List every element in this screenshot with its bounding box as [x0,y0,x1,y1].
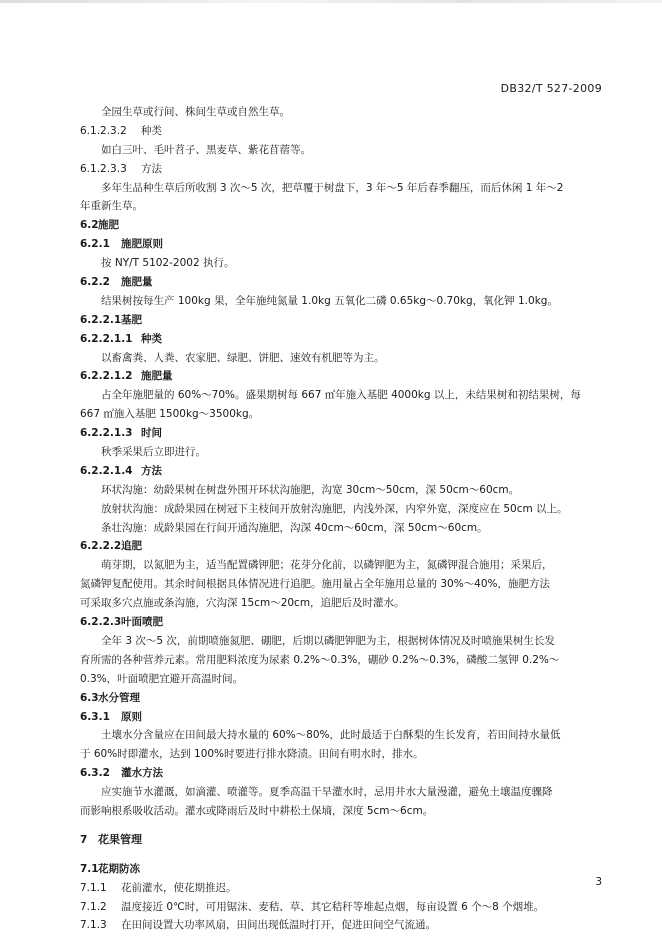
section-heading [0,216,662,235]
paragraph-line [0,594,662,613]
heading-number: 7.1 [80,862,99,875]
spacer [0,821,662,831]
paragraph-line [0,670,662,689]
section-heading [0,689,662,708]
heading-title: 在田间设置大功率风扇，田间出现低温时打开，促进田间空气流通。 [121,919,436,932]
section-heading [0,764,662,783]
heading-number: 6.2.2.1.3 [80,427,133,440]
page-number: 3 [595,876,602,888]
paragraph-text: 如白三叶、毛叶苕子、黑麦草、紫花苜蓿等。 [101,143,311,156]
heading-number: 6.3.2 [80,767,110,780]
section-heading [0,860,662,879]
paragraph-line [0,197,662,216]
paragraph-line [0,519,662,538]
heading-title: 种类 [141,124,162,137]
paragraph-line [0,292,662,311]
scan-edge [0,0,662,3]
paragraph-text: 而影响根系吸收活动。灌水或降雨后及时中耕松土保墒，深度 5cm～6cm。 [80,804,434,817]
chapter-heading [0,831,662,850]
paragraph-text: 应实施节水灌溉，如滴灌、喷灌等。夏季高温干旱灌水时，忌用井水大量漫灌，避免土壤温度骤降 [101,786,553,799]
section-heading [0,273,662,292]
chapter-title: 花果管理 [98,832,142,846]
heading-title: 施肥量 [121,276,153,289]
section-heading [0,613,662,632]
paragraph-line [0,745,662,764]
heading-number: 6.3 [80,691,99,704]
document-code: DB32/T 527-2009 [500,82,602,95]
paragraph-text: 按 NY/T 5102-2002 执行。 [101,257,235,270]
heading-title: 方法 [141,162,162,175]
paragraph-text: 全园生草或行间、株间生草或自然生草。 [101,106,290,118]
section-heading [0,424,662,443]
section-heading [0,879,662,898]
heading-title: 方法 [141,464,162,477]
paragraph-text: 萌芽期，以氮肥为主，适当配置磷钾肥；花芽分化前，以磷钾肥为主，氮磷钾混合施用；采果后， [101,559,553,572]
paragraph-text: 于 60%时即灌水，达到 100%时要进行排水降渍。田间有明水时，排水。 [80,748,424,761]
section-heading [0,708,662,727]
heading-title: 灌水方法 [121,767,163,780]
chapter-number: 7 [80,833,88,846]
paragraph-line [0,179,662,198]
paragraph-line [0,481,662,500]
heading-number: 7.1.2 [80,900,107,913]
heading-number: 6.2 [80,219,99,232]
paragraph-text: 秋季采果后立即进行。 [101,446,206,459]
paragraph-text: 全年 3 次～5 次，前期喷施氮肥、硼肥，后期以磷肥钾肥为主，根据树体情况及时喷施果树生长发 [101,634,555,647]
paragraph-line [0,405,662,424]
paragraph-text: 年重新生草。 [80,200,143,213]
heading-number: 6.2.1 [80,238,110,251]
heading-number: 6.3.1 [80,710,110,723]
section-heading [0,311,662,330]
heading-number: 7.1.1 [80,881,107,894]
paragraph-text: 0.3%，叶面喷肥宜避开高温时间。 [80,672,244,685]
heading-title: 温度接近 0℃时，可用锯沫、麦秸、草、其它秸秆等堆起点烟，每亩设置 6 个～8 个烟堆。 [121,900,545,913]
heading-title: 花前灌水，使花期推迟。 [121,881,237,894]
heading-title: 施肥 [98,219,119,232]
heading-number: 6.2.2.1.4 [80,464,133,477]
paragraph-text: 多年生品种生草后所收割 3 次～5 次，把草覆于树盘下，3 年～5 年后春季翻压，而后休闲 1 年～2 [101,181,564,194]
paragraph-line [0,443,662,462]
heading-number: 6.2.2.3 [80,616,122,629]
paragraph-text: 氮磷钾复配使用。其余时间根据具体情况进行追肥。施用量占全年施用总量的 30%～40%，施肥方法 [80,578,551,591]
heading-number: 6.2.2.1 [80,313,122,326]
paragraph-line [0,386,662,405]
heading-title: 施肥原则 [121,238,163,251]
heading-number: 6.2.2.2 [80,540,122,553]
document-body [0,103,662,935]
heading-title: 追肥 [121,540,142,553]
paragraph-text: 占全年施肥量的 60%～70%。盛果期树每 667 ㎡年施入基肥 4000kg 以上，未结果树和初结果树，每 [101,389,581,402]
paragraph-text: 育所需的各种营养元素。常用肥料浓度为尿素 0.2%～0.3%，硼砂 0.2%～0.3%，磷酸二氢钾 0.2%～ [80,653,560,666]
heading-title: 基肥 [121,313,142,326]
paragraph-line [0,632,662,651]
heading-number: 6.1.2.3.2 [80,124,127,137]
heading-number: 6.2.2.1.1 [80,332,133,345]
heading-title: 叶面喷肥 [121,616,163,629]
paragraph-line [0,726,662,745]
heading-title: 原则 [121,710,142,723]
section-heading [0,122,662,141]
paragraph-text: 可采取多穴点施或条沟施，穴沟深 15cm～20cm，追肥后及时灌水。 [80,597,405,610]
paragraph-text: 土壤水分含量应在田间最大持水量的 60%～80%，此时最适于白酥梨的生长发育，若田间持水量低 [101,729,561,742]
paragraph-line [0,575,662,594]
heading-number: 6.2.2 [80,276,110,289]
paragraph-line [0,103,662,122]
spacer [0,850,662,860]
heading-title: 施肥量 [141,370,173,383]
paragraph-text: 以畜禽粪、人粪、农家肥、绿肥、饼肥、速效有机肥等为主。 [101,351,385,364]
section-heading [0,537,662,556]
paragraph-line [0,500,662,519]
heading-title: 种类 [141,332,162,345]
section-heading [0,160,662,179]
paragraph-line [0,651,662,670]
paragraph-text: 667 ㎡施入基肥 1500kg～3500kg。 [80,408,260,421]
section-heading [0,367,662,386]
paragraph-text: 放射状沟施：成龄果园在树冠下主枝间开放射沟施肥，内浅外深，内窄外宽，深度应在 50cm 以上。 [101,502,568,515]
paragraph-line [0,802,662,821]
heading-title: 水分管理 [98,691,140,704]
paragraph-text: 条壮沟施：成龄果园在行间开通沟施肥，沟深 40cm～60cm，深 50cm～60cm。 [101,521,488,534]
section-heading [0,916,662,935]
paragraph-line [0,141,662,160]
heading-number: 6.2.2.1.2 [80,370,133,383]
heading-number: 7.1.3 [80,919,107,932]
paragraph-line [0,349,662,368]
section-heading [0,898,662,917]
paragraph-line [0,254,662,273]
section-heading [0,330,662,349]
heading-title: 花期防冻 [98,862,140,875]
section-heading [0,462,662,481]
heading-number: 6.1.2.3.3 [80,162,127,175]
paragraph-line [0,556,662,575]
paragraph-line [0,783,662,802]
section-heading [0,235,662,254]
heading-title: 时间 [141,427,162,440]
paragraph-text: 环状沟施：幼龄果树在树盘外围开环状沟施肥，沟宽 30cm～50cm，深 50cm～60cm。 [101,483,520,496]
paragraph-text: 结果树按每生产 100kg 果，全年施纯氮量 1.0kg 五氧化二磷 0.65kg～0.70kg，氧化钾 1.0kg。 [101,294,558,307]
